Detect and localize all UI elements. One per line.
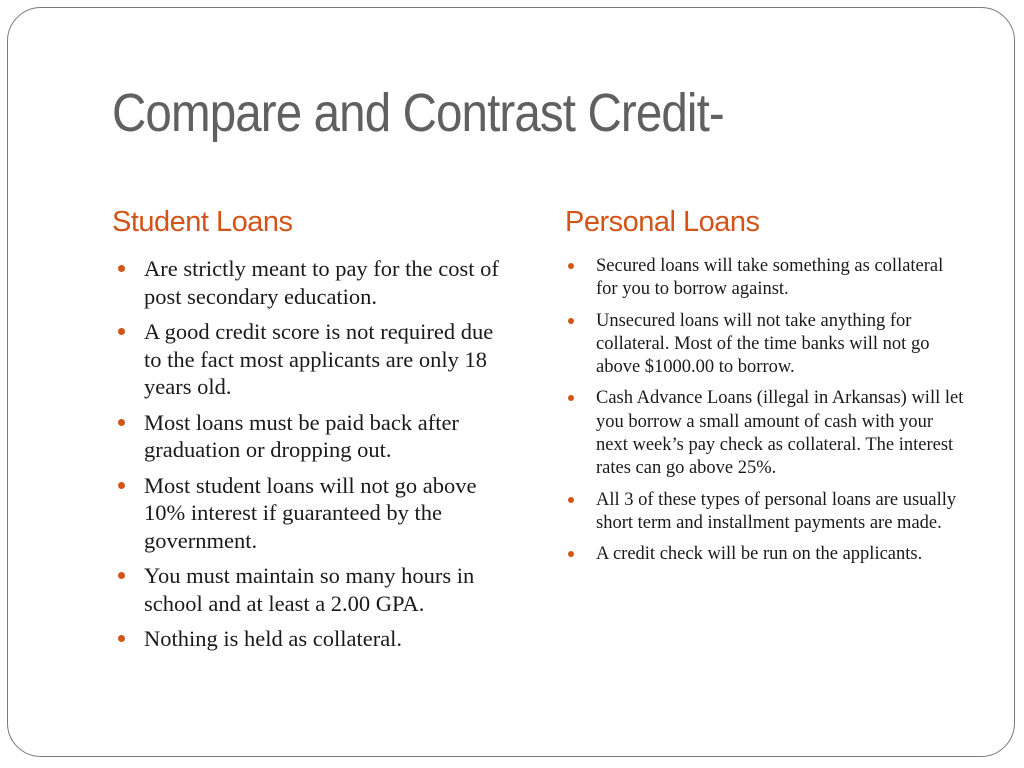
bullet-text: A good credit score is not required due to the fact most applicants are only 18 years old.	[144, 319, 494, 399]
bullet-text: Secured loans will take something as collateral for you to borrow against.	[596, 256, 944, 300]
student-loans-list	[144, 255, 516, 661]
bullet-text: Most loans must be paid back after graduation or dropping out.	[144, 409, 459, 462]
bullet-icon	[118, 265, 125, 272]
bullet-text: Cash Advance Loans (illegal in Arkansas) will let you borrow a small amount of cash with your next week’s pay check as collateral. The interest rates can go above 25%.	[596, 388, 964, 479]
bullet-icon	[118, 328, 125, 335]
personal-loans-list	[596, 255, 968, 575]
bullet-icon	[568, 497, 574, 503]
slide-title: Compare and Contrast Credit-	[112, 83, 724, 143]
bullet-icon	[568, 263, 574, 269]
list-item	[144, 318, 516, 401]
bullet-text: Unsecured loans will not take anything for collateral. Most of the time banks will not go above $1000.00 to borrow.	[596, 310, 930, 378]
list-item	[144, 472, 516, 555]
personal-loans-heading: Personal Loans	[565, 206, 760, 238]
bullet-icon	[118, 635, 125, 642]
list-item	[596, 310, 968, 380]
list-item	[144, 562, 516, 617]
bullet-text: Are strictly meant to pay for the cost of post secondary education.	[144, 256, 499, 309]
bullet-text: Nothing is held as collateral.	[144, 626, 403, 651]
bullet-text: A credit check will be run on the applicants.	[596, 544, 923, 565]
bullet-text: You must maintain so many hours in school and at least a 2.00 GPA.	[144, 563, 475, 616]
list-item	[596, 543, 968, 566]
list-item	[596, 489, 968, 536]
list-item	[144, 625, 516, 653]
bullet-icon	[568, 318, 574, 324]
list-item	[596, 387, 968, 480]
bullet-icon	[118, 419, 125, 426]
list-item	[596, 255, 968, 302]
list-item	[144, 255, 516, 310]
bullet-text: All 3 of these types of personal loans are usually short term and installment payments are made.	[596, 489, 957, 533]
list-item	[144, 409, 516, 464]
bullet-icon	[118, 572, 125, 579]
bullet-text: Most student loans will not go above 10% interest if guaranteed by the government.	[144, 472, 477, 553]
student-loans-heading: Student Loans	[112, 206, 293, 238]
bullet-icon	[118, 482, 125, 489]
